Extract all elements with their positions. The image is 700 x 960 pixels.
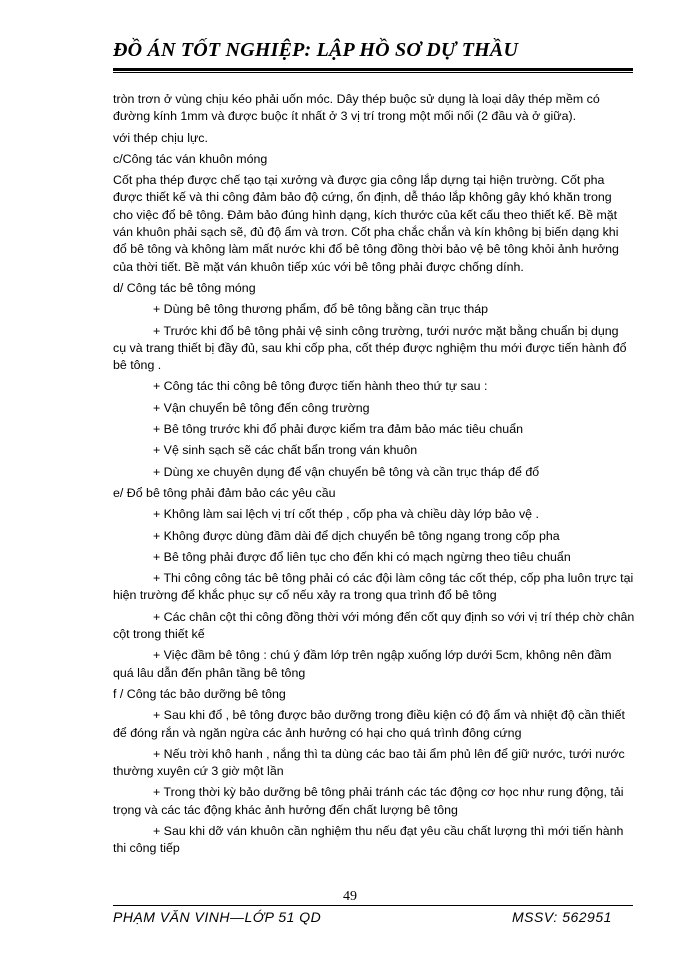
footer-rule xyxy=(113,905,633,906)
page-number: 49 xyxy=(343,889,357,904)
list-item: + Công tác thi công bê tông được tiến hành theo thứ tự sau : xyxy=(153,379,488,394)
list-item: + Sau khi dỡ ván khuôn cần nghiệm thu nếu đạt yêu cầu chất lượng thì mới tiến hành thi công tiếp xyxy=(113,823,624,856)
list-item: + Các chân cột thi công đồng thời với móng đến cốt quy định so với vị trí thép chờ chân cột trong thiết kế xyxy=(113,609,635,642)
list-item: + Không làm sai lệch vị trí cốt thép , cốp pha và chiều dày lớp bảo vệ . xyxy=(153,507,539,522)
list-item: + Vệ sinh sạch sẽ các chất bẩn trong ván khuôn xyxy=(153,443,418,458)
section-heading: c/Công tác ván khuôn móng xyxy=(113,151,268,166)
header-title: ĐỒ ÁN TỐT NGHIỆP: LẬP HỒ SƠ DỰ THẦU xyxy=(113,39,519,61)
section-heading: d/ Công tác bê tông móng xyxy=(113,280,256,295)
paragraph: Cốt pha thép được chế tạo tại xưởng và được gia công lắp dựng tại hiện trường. Cốt pha được thiết kế và thi công đảm bảo độ cứng, ổn định, dễ tháo lắp không gây khó khăn trong cho việc đổ bê tông. Đảm bảo đúng hình dạng, kích thước của kết cấu theo thiết kế. Bề mặt ván khuôn phải sạch sẽ, đủ độ ẩm và trơn. Cốt pha chắc chắn và kín không bị biến dạng khi đổ bê tông và không làm mất nước khi đổ bê tông đồng thời bảo vệ bê tông khỏi ảnh hưởng của thời tiết. Bề mặt ván khuôn tiếp xúc với bê tông phải được chống dính. xyxy=(113,173,619,274)
list-item: + Vận chuyển bê tông đến công trường xyxy=(153,400,370,415)
list-item: + Thi công công tác bê tông phải có các đội làm công tác cốt thép, cốp pha luôn trực tại hiện trường để khắc phục sự cố nếu xảy ra trong qua trình đổ bê tông xyxy=(113,571,634,603)
footer-student-id: MSSV: 562951 xyxy=(512,909,612,925)
list-item: + Bê tông trước khi đổ phải được kiểm tra đảm bảo mác tiêu chuẩn xyxy=(153,422,523,437)
paragraph: tròn trơn ở vùng chịu kéo phải uốn móc. Dây thép buộc sử dụng là loại dây thép mềm có đường kính 1mm và được buộc ít nhất ở 3 vị trí trong một mối nối (2 đầu và ở giữa). xyxy=(113,92,600,124)
list-item: + Không được dùng đầm dài để dịch chuyển bê tông ngang trong cốp pha xyxy=(153,528,560,543)
list-item: + Dùng bê tông thương phẩm, đổ bê tông bằng cần trục tháp xyxy=(153,302,489,317)
header-rule xyxy=(113,68,633,73)
page-header xyxy=(113,38,633,73)
list-item: + Trong thời kỳ bảo dưỡng bê tông phải tránh các tác động cơ học như rung động, tải trọng và các tác động khác ảnh hưởng đến chất lượng bê tông xyxy=(113,785,624,817)
body-text xyxy=(113,91,635,858)
list-item: + Nếu trời khô hanh , nắng thì ta dùng các bao tải ẩm phủ lên để giữ nước, tưới nước thường xuyên cứ 3 giờ một lần xyxy=(113,746,625,779)
section-heading: f / Công tác bảo dưỡng bê tông xyxy=(113,686,286,701)
paragraph: với thép chịu lực. xyxy=(113,130,208,145)
footer-author: PHẠM VĂN VINH—LỚP 51 QD xyxy=(113,909,322,925)
section-heading: e/ Đổ bê tông phải đảm bảo các yêu cầu xyxy=(113,485,336,500)
list-item: + Việc đầm bê tông : chú ý đầm lớp trên ngập xuống lớp dưới 5cm, không nên đầm quá lâu dẫn đến phân tầng bê tông xyxy=(113,648,612,680)
list-item: + Bê tông phải được đổ liên tục cho đến khi có mạch ngừng theo tiêu chuẩn xyxy=(153,549,571,564)
list-item: + Sau khi đổ , bê tông được bảo dưỡng trong điều kiện có độ ẩm và nhiệt độ cần thiết để đóng rắn và ngăn ngừa các ảnh hưởng có hại cho quá trình đông cứng xyxy=(113,708,625,740)
list-item: + Trước khi đổ bê tông phải vệ sinh công trường, tưới nước mặt bằng chuẩn bị dụng cụ và trang thiết bị đầy đủ, sau khi cốp pha, cốt thép được nghiệm thu mới được tiến hành đổ bê tông . xyxy=(113,323,627,373)
list-item: + Dùng xe chuyên dụng để vận chuyển bê tông và cần trục tháp để đổ xyxy=(153,464,540,479)
